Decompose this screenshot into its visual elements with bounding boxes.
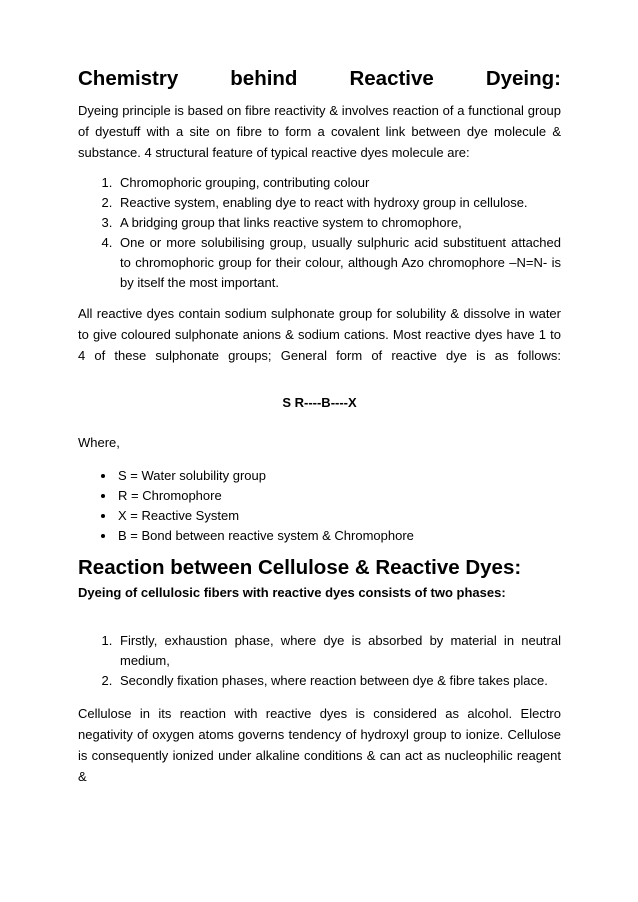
heading-chemistry: Chemistry behind Reactive Dyeing:	[78, 67, 561, 90]
heading-reaction: Reaction between Cellulose & Reactive Dyes:	[78, 556, 522, 579]
sulphonate-paragraph: All reactive dyes contain sodium sulphonate group for solubility & dissolve in water to give coloured sulphonate anions & sodium cations. Most reactive dyes have 1 to 4 of these sulphonate groups; General form of reactive dye is as follows:	[78, 306, 561, 363]
formula-legend-list	[78, 466, 561, 546]
phases-subheading: Dyeing of cellulosic fibers with reactive dyes consists of two phases:	[78, 585, 506, 600]
list-item: 4. One or more solubilising group, usually sulphuric acid substituent attached to chromophoric group for their colour, although Azo chromophore –N=N- is by itself the most important.	[116, 233, 561, 293]
list-item: 2. Reactive system, enabling dye to react with hydroxy group in cellulose.	[116, 193, 561, 213]
list-item: 1. Chromophoric grouping, contributing colour	[116, 173, 561, 193]
document-page	[78, 66, 561, 787]
cellulose-paragraph: Cellulose in its reaction with reactive dyes is considered as alcohol. Electro negativity of oxygen atoms governs tendency of hydroxyl group to ionize. Cellulose is consequently ionized under alkaline conditions & can act as nucleophilic reagent &	[78, 706, 561, 784]
structural-features-list	[78, 173, 561, 293]
intro-paragraph: Dyeing principle is based on fibre reactivity & involves reaction of a functional group of dyestuff with a site on fibre to form a covalent link between dye molecule & substance. 4 structural feature of typical reactive dyes molecule are:	[78, 103, 561, 160]
list-item: 1. Firstly, exhaustion phase, where dye is absorbed by material in neutral medium,	[116, 631, 561, 671]
list-item: • R = Chromophore	[116, 486, 561, 506]
list-item: • S = Water solubility group	[116, 466, 561, 486]
phases-list	[78, 631, 561, 691]
list-item: 3. A bridging group that links reactive system to chromophore,	[116, 213, 561, 233]
list-item: • X = Reactive System	[116, 506, 561, 526]
dye-formula: S R----B----X	[282, 395, 357, 410]
list-item: • B = Bond between reactive system & Chromophore	[116, 526, 561, 546]
list-item: 2. Secondly fixation phases, where reaction between dye & fibre takes place.	[116, 671, 561, 691]
where-label: Where,	[78, 435, 120, 450]
